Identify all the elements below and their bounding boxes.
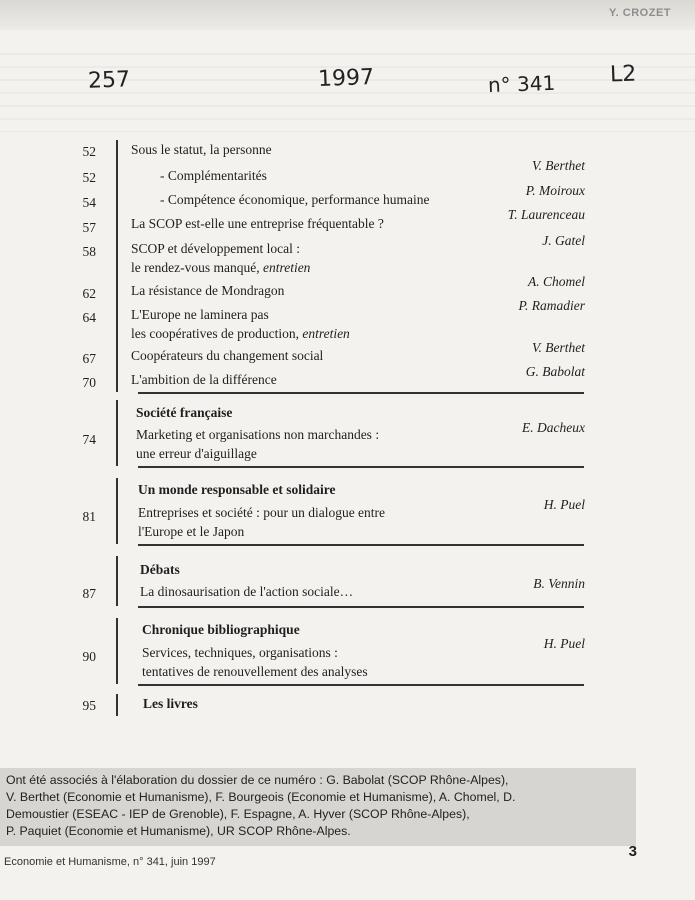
toc-page-number: 58 (82, 244, 96, 259)
section-heading: Débats (140, 562, 180, 577)
credits-line: P. Paquiet (Economie et Humanisme), UR SCOP Rhône-Alpes. (6, 824, 351, 838)
toc-title-line: L'Europe ne laminera pas (131, 307, 269, 322)
toc-page-number: 62 (82, 286, 96, 301)
toc-page-number: 52 (82, 144, 96, 159)
toc-entry-title (131, 305, 350, 343)
toc-vertical-rule (116, 694, 118, 716)
running-head: Y. CROZET (609, 7, 671, 19)
handwritten-number: 257 (87, 67, 131, 94)
section-divider (138, 392, 584, 394)
toc-page-number: 81 (82, 509, 96, 524)
toc-entry-title: - Compétence économique, performance humaine (160, 192, 430, 207)
journal-footer: Economie et Humanisme, n° 341, juin 1997 (4, 856, 216, 868)
toc-entry-author: G. Babolat (525, 364, 585, 379)
toc-title-line: le rendez-vous manqué, entretien (131, 260, 311, 275)
toc-page-number: 54 (82, 195, 96, 210)
toc-entry-author: P. Ramadier (518, 298, 585, 313)
toc-entry-title: Coopérateurs du changement social (131, 348, 324, 363)
toc-page-number: 57 (82, 220, 96, 235)
toc-page-number: 95 (82, 698, 96, 713)
credits-line: Ont été associés à l'élaboration du dossier de ce numéro : G. Babolat (SCOP Rhône-Alpes), (6, 773, 509, 787)
toc-entry-title (136, 425, 379, 463)
toc-title-line: SCOP et développement local : (131, 241, 300, 256)
credits-box (0, 768, 636, 846)
toc-entry-author: V. Berthet (532, 340, 585, 355)
section-heading: Société française (136, 405, 233, 420)
toc-entry-author: H. Puel (543, 636, 585, 651)
section-divider (138, 606, 584, 608)
handwritten-issue: n° 341 (487, 70, 556, 98)
section-divider (138, 544, 584, 546)
toc-entry-title: - Complémentarités (160, 168, 267, 183)
section-heading: Chronique bibliographique (142, 622, 300, 637)
toc-entry-author: A. Chomel (528, 274, 585, 289)
toc-vertical-rule (116, 140, 118, 392)
toc-page-number: 67 (82, 351, 96, 366)
section-heading: Les livres (143, 696, 198, 711)
toc-title-line: une erreur d'aiguillage (136, 446, 257, 461)
toc-page-number: 90 (82, 649, 96, 664)
handwritten-year: 1997 (317, 65, 375, 92)
credits-line: Demoustier (ESEAC - IEP de Grenoble), F. Espagne, A. Hyver (SCOP Rhône-Alpes), (6, 807, 470, 821)
toc-page-number: 87 (82, 586, 96, 601)
toc-entry-author: V. Berthet (532, 158, 585, 173)
toc-entry-author: J. Gatel (542, 233, 585, 248)
toc-vertical-rule (116, 618, 118, 684)
toc-title-line: Services, techniques, organisations : (142, 645, 338, 660)
handwritten-code: L2 (609, 61, 637, 88)
toc-vertical-rule (116, 400, 118, 466)
toc-vertical-rule (116, 478, 118, 544)
toc-title-line: Marketing et organisations non marchandes : (136, 427, 380, 442)
toc-entry-author: P. Moiroux (525, 183, 585, 198)
toc-title-line: les coopératives de production, entretien (131, 326, 350, 341)
toc-vertical-rule (116, 556, 118, 606)
toc-title-line: Entreprises et société : pour un dialogue entre (138, 505, 386, 520)
toc-entry-title: L'ambition de la différence (131, 372, 277, 387)
credits-line: V. Berthet (Economie et Humanisme), F. Bourgeois (Economie et Humanisme), A. Chomel, D. (6, 790, 516, 804)
toc-page-number: 52 (82, 170, 96, 185)
toc-page-number: 74 (82, 432, 96, 447)
toc-entry-author: T. Laurenceau (507, 207, 585, 222)
toc-entry-author: B. Vennin (533, 576, 585, 591)
toc-page-number: 70 (82, 375, 96, 390)
toc-title-line: tentatives de renouvellement des analyses (142, 664, 368, 679)
section-divider (138, 466, 584, 468)
page-number: 3 (628, 843, 637, 860)
toc-entry-title: La SCOP est-elle une entreprise fréquentable ? (131, 216, 384, 231)
section-heading: Un monde responsable et solidaire (138, 482, 336, 497)
toc-entry-title (142, 643, 368, 681)
toc-entry-author: E. Dacheux (522, 420, 585, 435)
toc-entry-title: La dinosaurisation de l'action sociale… (140, 584, 354, 599)
toc-page-number: 64 (82, 310, 96, 325)
toc-title-line: l'Europe et le Japon (138, 524, 245, 539)
toc-entry-author: H. Puel (543, 497, 585, 512)
toc-entry-title (138, 503, 385, 541)
toc-entry-title (131, 239, 310, 277)
toc-entry-title: La résistance de Mondragon (131, 283, 285, 298)
toc-entry-title: Sous le statut, la personne (131, 142, 272, 157)
section-divider (138, 684, 584, 686)
